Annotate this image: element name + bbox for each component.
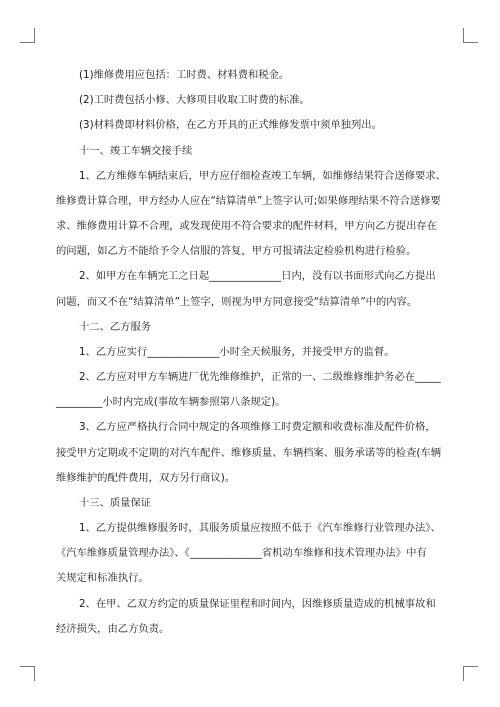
fee-item-3: (3)材料费即材料价格，在乙方开具的正式维修发票中须单独列出。	[79, 119, 382, 132]
paragraph-line: 2、乙方应对甲方车辆进厂优先维修维护，正常的一、二级维修维护务必在_____	[79, 371, 441, 384]
paragraph-line: 问题，而又不在“结算清单”上签字，则视为甲方同意接受“结算清单”中的内容。	[56, 295, 418, 308]
paragraph-line: 维修费计算合理，甲方经办人应在“结算清单”上签字认可;如果修理结果不符合送修要	[56, 194, 441, 207]
paragraph-line: 2、如甲方在车辆完工之日起______________日内，没有以书面形式向乙方提出	[79, 270, 436, 283]
fee-item-1: (1)维修费用应包括：工时费、材料费和税金。	[79, 69, 290, 81]
paragraph-line: _________小时内完成(事故车辆参照第八条规定)。	[56, 396, 286, 409]
paragraph-line: 《汽车维修质量管理办法》、《______________省机动车维修和技术管理办法》中有	[56, 547, 427, 560]
crop-mark-bottom-left	[20, 666, 35, 681]
section-heading-11: 十一、竣工车辆交接手续	[79, 144, 193, 157]
document-body	[56, 64, 446, 640]
crop-mark-top-right	[463, 28, 478, 43]
paragraph-line: 1、乙方应实行______________小时全天候服务，并接受甲方的监督。	[79, 345, 395, 358]
paragraph-line: 3、乙方应严格执行合同中规定的各项维修工时费定额和收费标准及配件价格，	[79, 421, 436, 434]
paragraph-line: 维修维护的配件费用，双方另行商议)。	[56, 471, 236, 484]
paragraph-line: 1、乙方提供维修服务时，其服务质量应按照不低于《汽车维修行业管理办法》、	[79, 522, 441, 535]
section-heading-12: 十二、乙方服务	[79, 320, 152, 333]
paragraph-line: 关规定和标准执行。	[56, 572, 149, 585]
paragraph-line: 1、乙方维修车辆结束后，甲方应仔细检查竣工车辆，如维修结果符合送修要求、	[79, 169, 446, 182]
fee-item-2: (2)工时费包括小修、大修项目收取工时费的标准。	[79, 94, 310, 107]
paragraph-line: 的问题，如乙方不能给予令人信服的答复，甲方可报请法定检验机构进行检验。	[56, 245, 417, 258]
paragraph-line: 求、维修费用计算不合理，或发现使用不符合要求的配件材料，甲方向乙方提出存在	[56, 220, 437, 233]
paragraph-line: 2、在甲、乙双方约定的质量保证里程和时间内，因维修质量造成的机械事故和	[79, 597, 436, 610]
crop-mark-top-left	[20, 28, 35, 43]
paragraph-line: 接受甲方定期或不定期的对汽车配件、维修质量、车辆档案、服务承诺等的检查(车辆	[56, 446, 441, 459]
crop-mark-bottom-right	[463, 666, 478, 681]
paragraph-line: 经济损失，由乙方负责。	[56, 622, 170, 635]
section-heading-13: 十三、质量保证	[79, 496, 152, 509]
